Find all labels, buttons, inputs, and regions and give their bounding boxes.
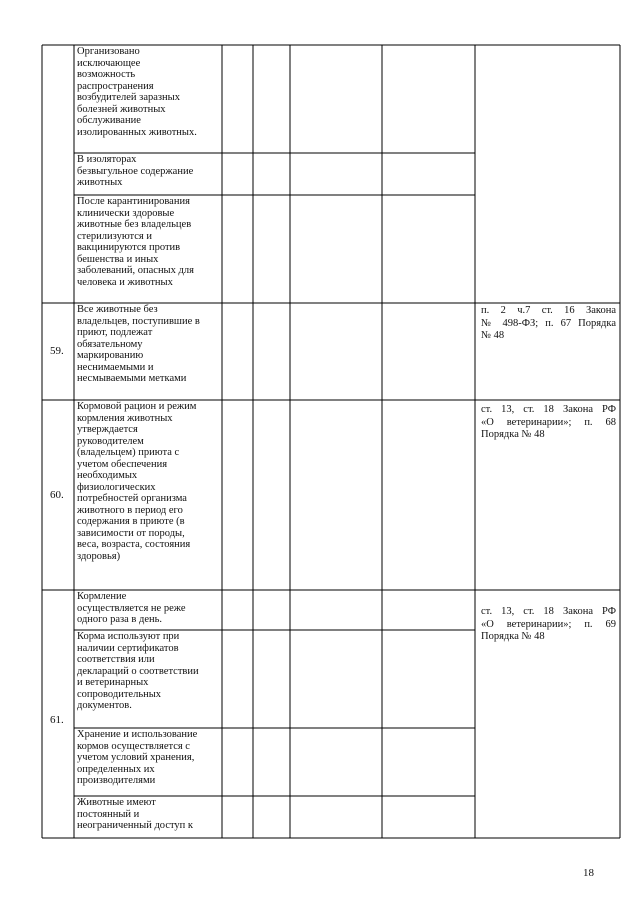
reference-line: № 498-ФЗ; п. 67 Порядка xyxy=(481,317,616,329)
requirement-text-line: сопроводительных xyxy=(77,688,162,700)
page-number: 18 xyxy=(583,867,594,879)
requirement-text-line: владельцев, поступившие в xyxy=(77,315,200,327)
requirement-text-line: учетом условий хранения, xyxy=(77,752,195,763)
requirement-text-line: физиологических xyxy=(77,481,156,493)
requirement-text-line: изолированных животных. xyxy=(77,126,197,138)
reference-line: п. 2 ч.7 ст. 16 Закона xyxy=(481,305,616,316)
requirement-text-line: животные без владельцев xyxy=(77,219,192,230)
requirement-text-line: распространения xyxy=(77,80,154,92)
requirement-text-line: животных xyxy=(77,177,123,188)
requirement-text-line: безвыгульное содержание xyxy=(77,165,194,177)
requirement-text-line: несмываемыми метками xyxy=(77,373,187,384)
requirement-text-line: возможность xyxy=(77,69,136,80)
requirement-text-line: обязательному xyxy=(77,338,143,350)
row-number: 60. xyxy=(50,489,64,501)
requirement-text-line: исключающее xyxy=(77,57,141,69)
reference-line: «О ветеринарии»; п. 69 xyxy=(481,618,616,630)
requirement-text-line: В изоляторах xyxy=(77,154,137,165)
requirement-text-line: постоянный и xyxy=(77,808,140,820)
requirement-text-line: маркированию xyxy=(77,350,144,361)
requirement-text-line: (владельцем) приюта с xyxy=(77,447,180,458)
requirement-text-line: производителями xyxy=(77,775,156,786)
reference-line: № 48 xyxy=(481,330,505,342)
requirement-text-line: заболеваний, опасных для xyxy=(77,265,194,276)
requirement-text-line: и ветеринарных xyxy=(77,677,149,688)
row-number: 61. xyxy=(50,714,64,726)
requirement-text-line: Хранение и использование xyxy=(77,729,198,740)
requirement-text-line: возбудителей заразных xyxy=(77,92,180,103)
legal-reference xyxy=(481,305,616,343)
requirement-text-line: После карантинирования xyxy=(77,196,190,207)
reference-line: ст. 13, ст. 18 Закона РФ xyxy=(481,606,616,617)
requirement-text-line: Животные имеют xyxy=(77,797,156,808)
requirement-text-line: учетом обеспечения xyxy=(77,458,168,470)
requirement-text-line: клинически здоровые xyxy=(77,207,175,219)
requirement-text-line: кормления животных xyxy=(77,412,173,424)
requirement-text-line: веса, возраста, состояния xyxy=(77,539,191,550)
requirement-text-line: осуществляется не реже xyxy=(77,602,186,614)
requirement-text-line: неснимаемыми и xyxy=(77,361,154,373)
requirement-text-line: определенных их xyxy=(77,763,155,775)
legal-reference xyxy=(481,606,616,644)
requirement-text-line: неограниченный доступ к xyxy=(77,820,194,831)
requirement-text-line: соответствия или xyxy=(77,654,155,665)
requirement-text-line: здоровья) xyxy=(77,550,121,562)
reference-line: ст. 13, ст. 18 Закона РФ xyxy=(481,404,616,415)
legal-reference xyxy=(481,404,616,442)
row-number: 59. xyxy=(50,345,64,357)
requirement-text-line: обслуживание xyxy=(77,115,141,126)
reference-line: Порядка № 48 xyxy=(481,631,545,643)
requirement-text-line: деклараций о соответствии xyxy=(77,665,199,677)
requirement-text-line: наличии сертификатов xyxy=(77,642,179,654)
requirement-text-line: содержания в приюте (в xyxy=(77,516,185,527)
requirement-text-line: Кормление xyxy=(77,591,127,602)
requirement-text-line: потребностей организма xyxy=(77,493,187,504)
reference-line: «О ветеринарии»; п. 68 xyxy=(481,416,616,428)
requirement-text-line: руководителем xyxy=(77,435,144,447)
requirement-text-line: Организовано xyxy=(77,46,140,57)
requirement-text-line: кормов осуществляется с xyxy=(77,740,190,752)
requirement-text-line: документов. xyxy=(77,700,132,711)
requirement-text-line: бешенства и иных xyxy=(77,253,159,265)
requirement-text-line: приют, подлежат xyxy=(77,327,153,338)
requirement-text-line: животного в период его xyxy=(77,504,183,516)
requirement-text-line: Все животные без xyxy=(77,304,158,315)
requirement-text-line: утверждается xyxy=(77,424,138,435)
requirement-text-line: Кормовой рацион и режим xyxy=(77,401,197,412)
requirement-text-line: зависимости от породы, xyxy=(77,527,185,539)
requirement-text-line: необходимых xyxy=(77,470,138,481)
reference-line: Порядка № 48 xyxy=(481,429,545,441)
requirement-text-line: болезней животных xyxy=(77,103,166,115)
requirement-text-line: вакцинируются против xyxy=(77,242,181,253)
requirement-text-line: Корма используют при xyxy=(77,631,180,642)
requirement-text-line: человека и животных xyxy=(77,276,173,288)
requirement-text-line: одного раза в день. xyxy=(77,614,163,625)
requirement-text-line: стерилизуются и xyxy=(77,230,152,242)
